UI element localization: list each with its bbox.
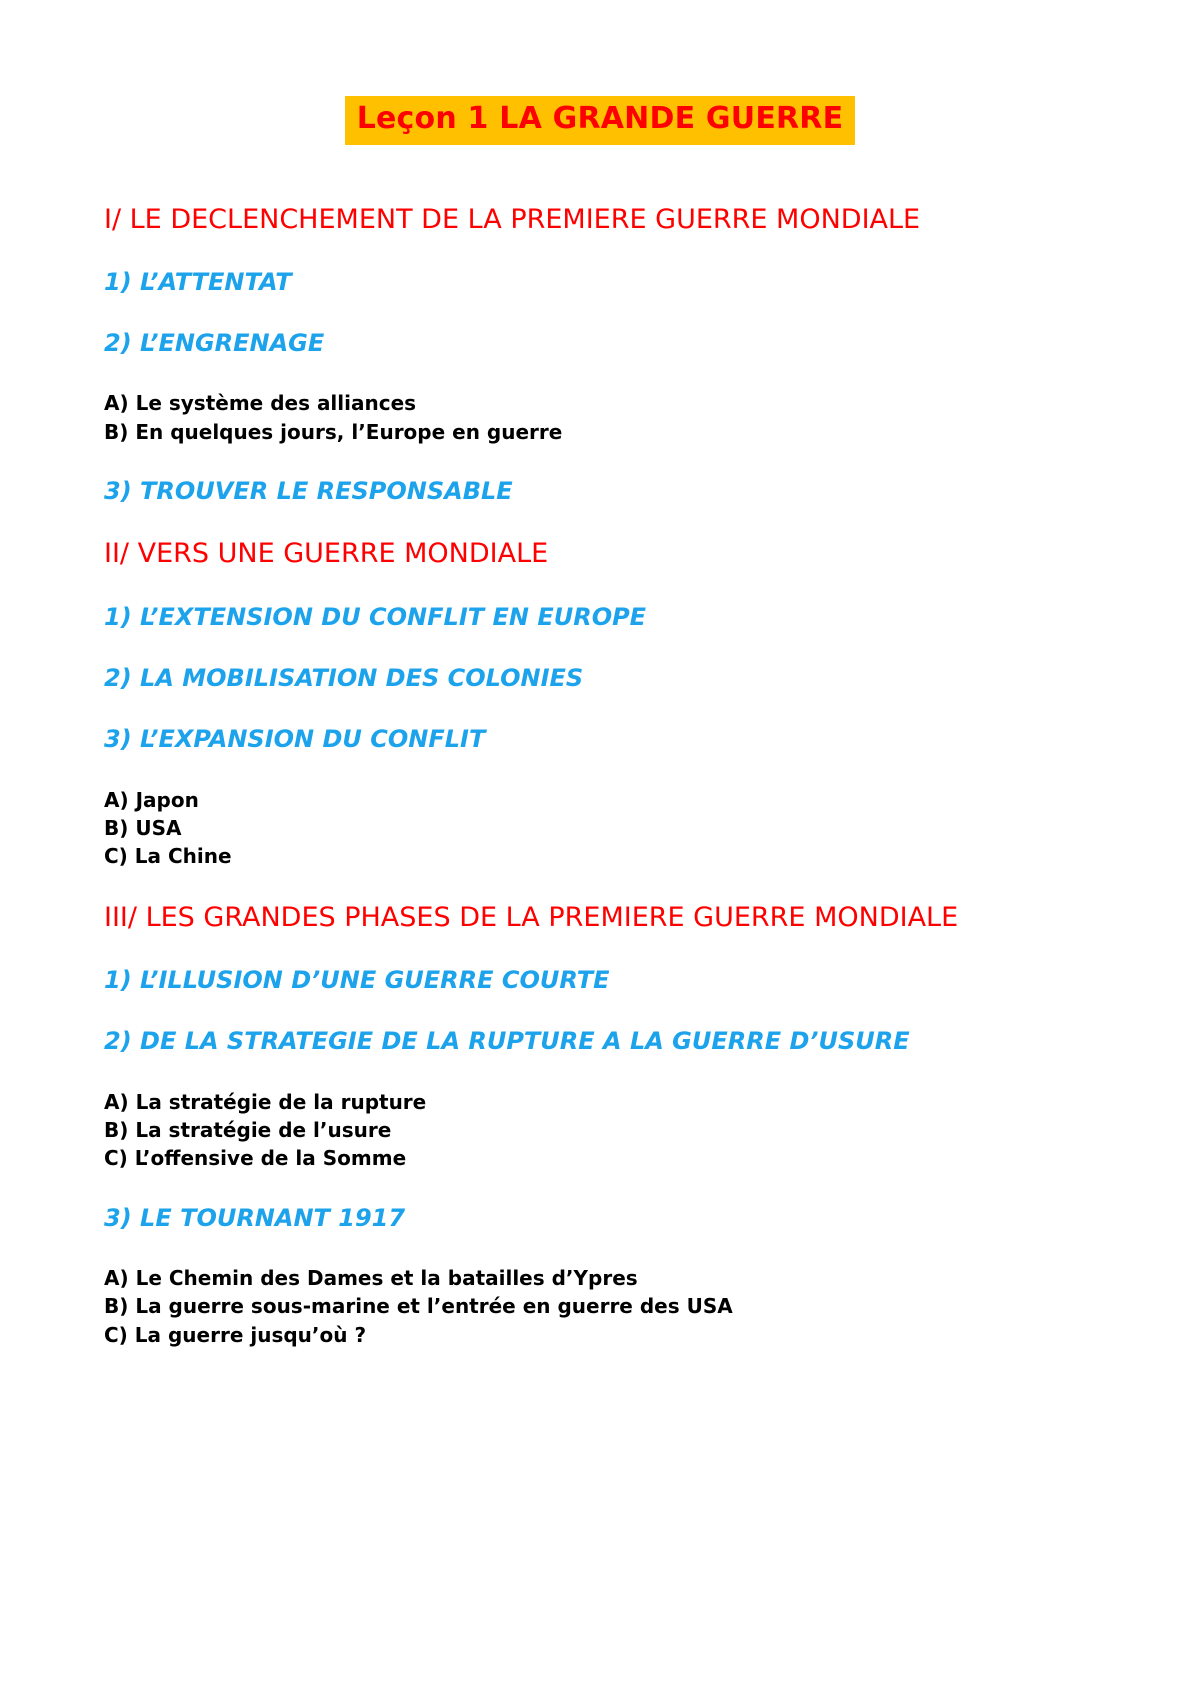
subsection-items [104,1088,1096,1173]
list-item: A) Japon [104,787,199,812]
page-title: Leçon 1 LA GRANDE GUERRE [345,96,856,145]
title-container [104,96,1096,145]
section-1 [104,203,1096,508]
list-item: B) La guerre sous-marine et l’entrée en guerre des USA [104,1294,733,1319]
subsection-heading: 1) L’ATTENTAT [104,268,292,297]
subsection-heading: 1) L’ILLUSION D’UNE GUERRE COURTE [104,966,610,995]
section-heading: III/ LES GRANDES PHASES DE LA PREMIERE GUERRE MONDIALE [104,901,959,933]
section-heading: I/ LE DECLENCHEMENT DE LA PREMIERE GUERRE MONDIALE [104,203,921,235]
subsection-items [104,786,1096,871]
list-item: B) USA [104,815,182,840]
section-3 [104,901,1096,1349]
list-item: C) L’offensive de la Somme [104,1146,407,1171]
subsection-heading: 3) TROUVER LE RESPONSABLE [104,477,513,506]
subsection-heading: 2) L’ENGRENAGE [104,329,325,358]
subsection-heading: 2) LA MOBILISATION DES COLONIES [104,664,584,693]
subsection-items [104,389,1096,446]
section-heading: II/ VERS UNE GUERRE MONDIALE [104,538,549,570]
list-item: C) La guerre jusqu’où ? [104,1322,367,1347]
list-item: B) La stratégie de l’usure [104,1117,392,1142]
list-item: A) Le système des alliances [104,391,417,416]
list-item: C) La Chine [104,844,232,869]
subsection-heading: 1) L’EXTENSION DU CONFLIT EN EUROPE [104,602,647,631]
list-item: B) En quelques jours, l’Europe en guerre [104,419,563,444]
subsection-heading: 2) DE LA STRATEGIE DE LA RUPTURE A LA GUERRE D’USURE [104,1027,910,1056]
list-item: A) La stratégie de la rupture [104,1089,427,1114]
subsection-heading: 3) LE TOURNANT 1917 [104,1203,406,1232]
list-item: A) Le Chemin des Dames et la batailles d’Ypres [104,1265,638,1290]
section-2 [104,537,1096,870]
subsection-heading: 3) L’EXPANSION DU CONFLIT [104,725,486,754]
subsection-items [104,1264,1096,1349]
